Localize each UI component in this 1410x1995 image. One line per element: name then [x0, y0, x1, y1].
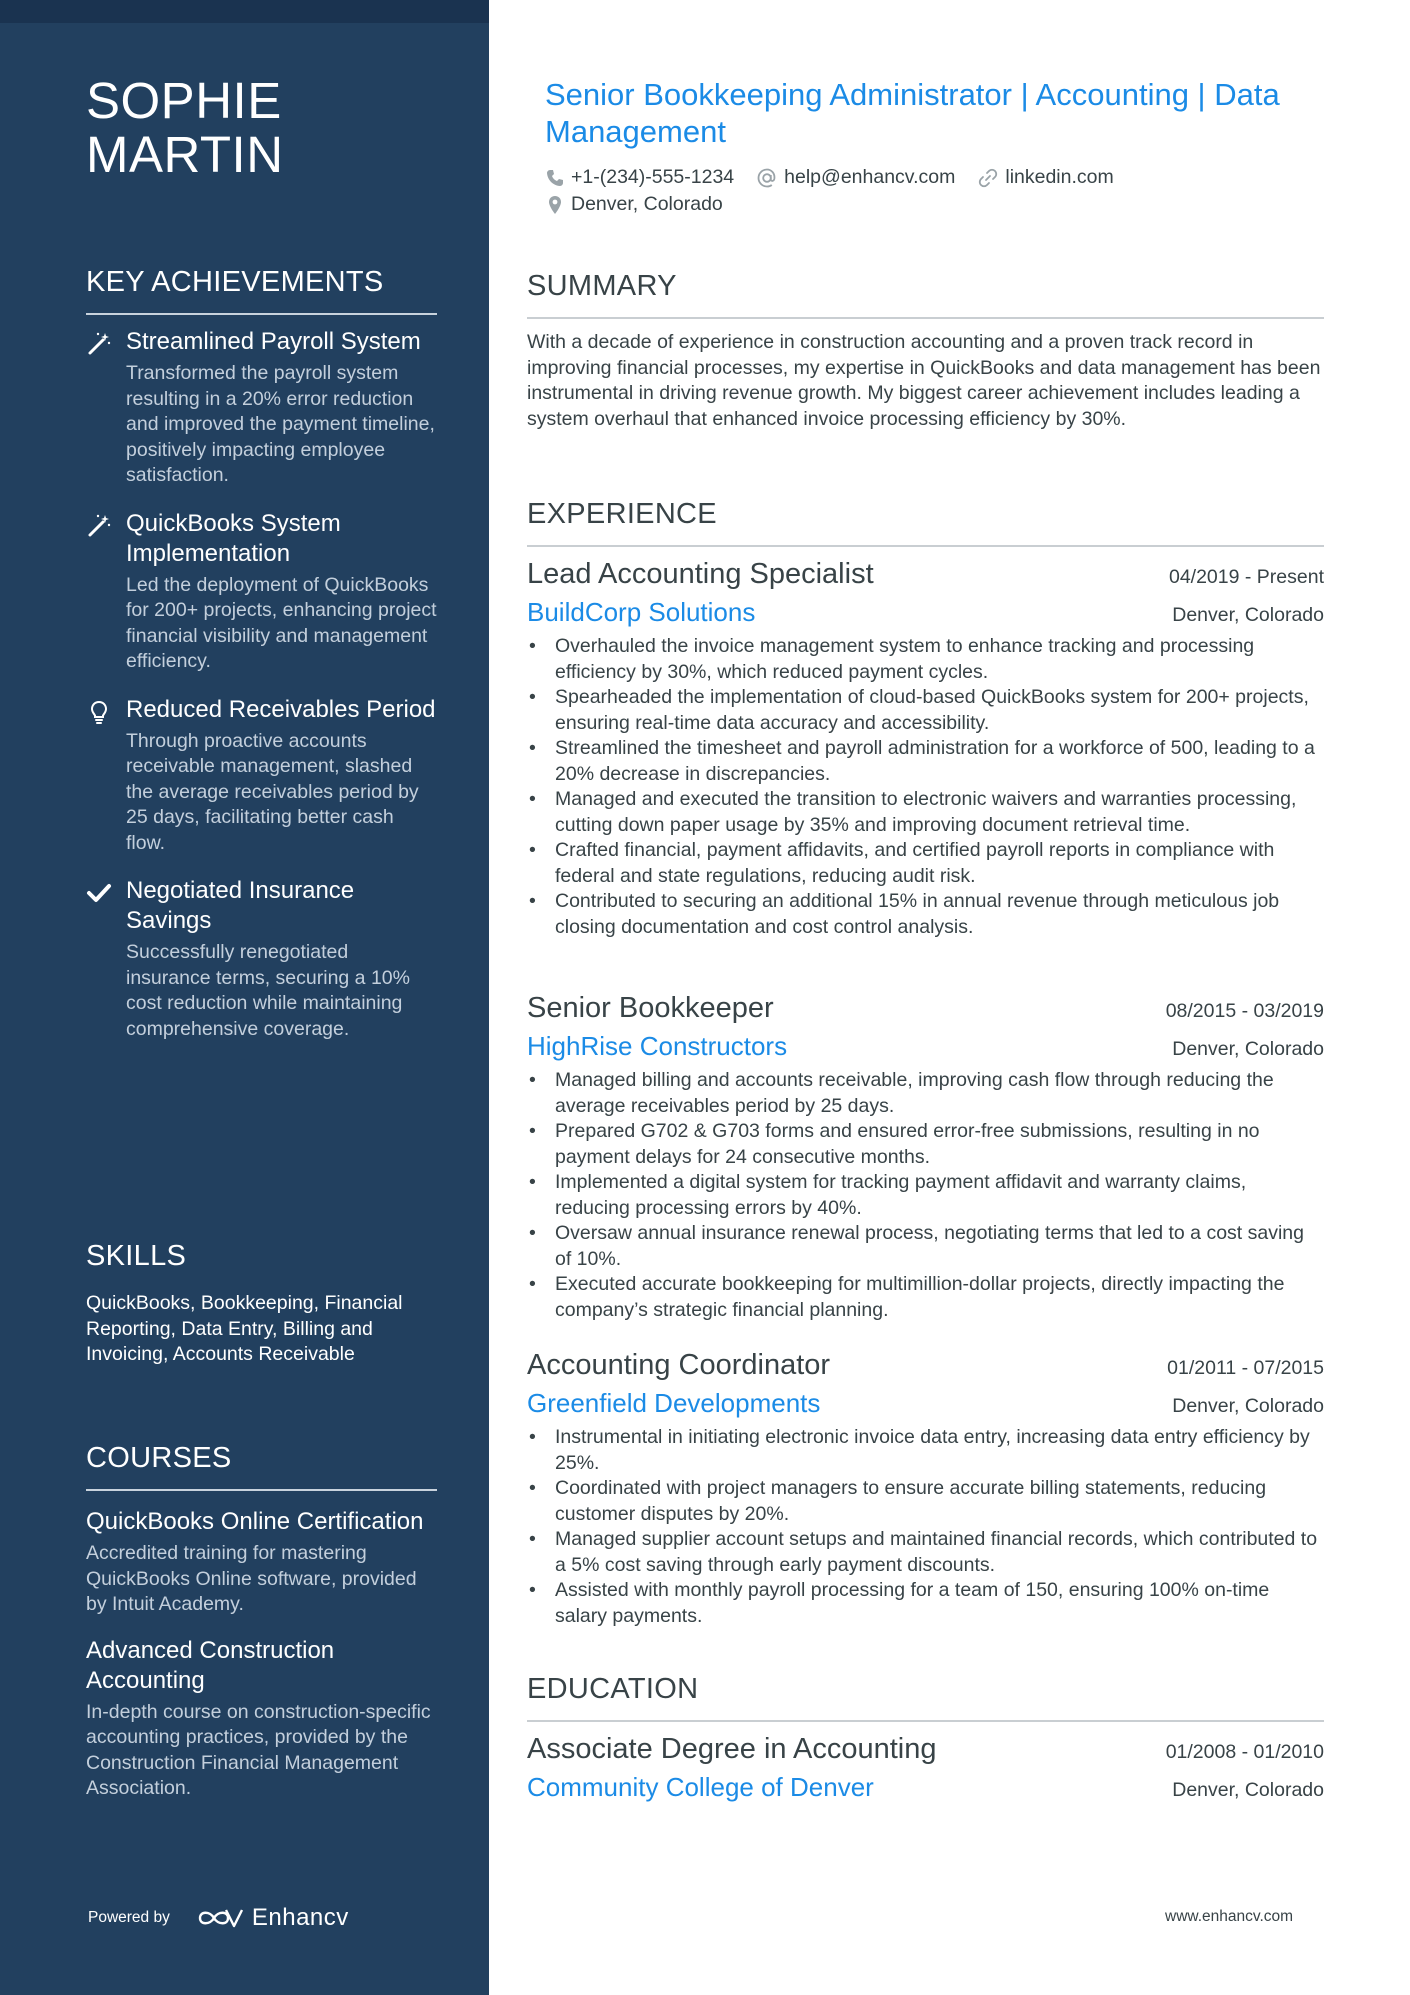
- job-bullet: • Overhauled the invoice management system to enhance tracking and processing efficiency by 30%, which reduced payment cycles.: [527, 634, 1324, 685]
- job-bullet: • Oversaw annual insurance renewal process, negotiating terms that led to a cost saving of 10%.: [527, 1221, 1324, 1272]
- job-bullet: • Assisted with monthly payroll processing for a team of 150, ensuring 100% on-time salary payments.: [527, 1578, 1324, 1629]
- at-sign-icon: [756, 167, 778, 189]
- job-bullets: [527, 1068, 1324, 1323]
- course-title: QuickBooks Online Certification: [86, 1508, 424, 1535]
- location-pin-icon: [545, 195, 565, 215]
- job-bullet: • Executed accurate bookkeeping for multimillion-dollar projects, directly impacting the company’s strategic financial planning.: [527, 1272, 1324, 1323]
- job-title: Lead Accounting Specialist: [527, 558, 874, 590]
- footer-url[interactable]: www.enhancv.com: [1165, 1908, 1294, 1925]
- achievement-desc: Successfully renegotiated insurance terms, securing a 10% cost reduction while maintaining comprehensive coverage.: [126, 941, 410, 1040]
- key-achievements-section: [86, 266, 437, 1042]
- job-bullet: • Crafted financial, payment affidavits, and certified payroll reports in compliance with federal and state regulations, reducing audit risk.: [527, 838, 1324, 889]
- course-item: [86, 1507, 437, 1618]
- achievement-title: Reduced Receivables Period: [126, 695, 436, 723]
- job-bullet: • Managed and executed the transition to electronic waivers and warranties processing, cutting down paper usage by 35% and improving document retrieval time.: [527, 787, 1324, 838]
- phone-icon: [545, 168, 565, 188]
- skills-list: QuickBooks, Bookkeeping, Financial Reporting, Data Entry, Billing and Invoicing, Accounts Receivable: [86, 1292, 403, 1365]
- job-dates: 04/2019 - Present: [1168, 566, 1324, 588]
- education-dates: 01/2008 - 01/2010: [1165, 1741, 1324, 1763]
- job-bullet: • Implemented a digital system for tracking payment affidavit and warranty claims, reducing processing errors by 40%.: [527, 1170, 1324, 1221]
- experience-title: EXPERIENCE: [527, 498, 1324, 547]
- candidate-name: [86, 74, 284, 182]
- powered-by: [88, 1904, 349, 1932]
- course-desc: In-depth course on construction-specific accounting practices, provided by the Construction Financial Management Association.: [86, 1700, 431, 1799]
- achievement-item: [86, 695, 437, 857]
- headline: Senior Bookkeeping Administrator | Accounting | Data Management: [545, 77, 1280, 149]
- linkedin-text: linkedin.com: [1005, 166, 1114, 188]
- summary-text: With a decade of experience in construction accounting and a proven track record in improving financial processes, my expertise in QuickBooks and data management has been instrumental in driving revenue growth. My biggest career achievement includes leading a system overhaul that enhanced invoice processing efficiency by 30%.: [527, 331, 1321, 430]
- skills-section: [86, 1240, 437, 1368]
- education-title: EDUCATION: [527, 1673, 1324, 1722]
- achievement-desc: Led the deployment of QuickBooks for 200+ projects, enhancing project financial visibility and management efficiency.: [126, 573, 437, 672]
- checkmark-icon: [86, 880, 112, 906]
- contact-email[interactable]: [756, 166, 955, 189]
- job-location: Denver, Colorado: [1172, 1395, 1324, 1417]
- job-entry: [527, 990, 1324, 1323]
- education-entry: [527, 1731, 1324, 1803]
- contact-info: [545, 164, 1325, 218]
- education-location: Denver, Colorado: [1172, 1779, 1324, 1801]
- job-entry: [527, 556, 1324, 940]
- job-bullet: • Managed supplier account setups and maintained financial records, which contributed to a 5% cost saving through early payment discounts.: [527, 1527, 1324, 1578]
- phone-text: +1-(234)-555-1234: [571, 166, 735, 188]
- enhancv-logo[interactable]: [196, 1904, 349, 1932]
- first-name: SOPHIE: [86, 72, 282, 129]
- achievement-title: Negotiated Insurance Savings: [126, 877, 355, 934]
- job-title: Accounting Coordinator: [527, 1349, 831, 1381]
- achievement-item: [86, 327, 437, 489]
- enhancv-logo-icon: [196, 1905, 244, 1931]
- achievement-item: [86, 509, 437, 675]
- job-bullets: [527, 1425, 1324, 1629]
- achievement-item: [86, 876, 437, 1042]
- email-text: help@enhancv.com: [784, 166, 956, 188]
- job-dates: 01/2011 - 07/2015: [1167, 1357, 1324, 1379]
- last-name: MARTIN: [86, 126, 284, 183]
- job-bullet: • Managed billing and accounts receivable, improving cash flow through reducing the average receivables period by 25 days.: [527, 1068, 1324, 1119]
- courses-title: COURSES: [86, 1442, 437, 1491]
- location-text: Denver, Colorado: [571, 193, 723, 215]
- course-desc: Accredited training for mastering QuickBooks Online software, provided by Intuit Academy.: [86, 1542, 417, 1615]
- contact-phone[interactable]: [545, 166, 734, 189]
- key-achievements-title: KEY ACHIEVEMENTS: [86, 266, 437, 315]
- achievement-desc: Transformed the payroll system resulting in a 20% error reduction and improved the payment timeline, positively impacting employee satisfaction.: [126, 362, 435, 486]
- contact-location: [545, 193, 723, 216]
- job-company: HighRise Constructors: [527, 1031, 788, 1061]
- courses-section: [86, 1442, 437, 1802]
- job-bullet: • Contributed to securing an additional 15% in annual revenue through meticulous job closing documentation and cost control analysis.: [527, 889, 1324, 940]
- magic-wand-icon: [86, 331, 112, 357]
- job-bullet: • Streamlined the timesheet and payroll administration for a workforce of 500, leading to a 20% decrease in discrepancies.: [527, 736, 1324, 787]
- school-name: Community College of Denver: [527, 1772, 874, 1802]
- job-company: BuildCorp Solutions: [527, 597, 756, 627]
- job-location: Denver, Colorado: [1172, 1038, 1324, 1060]
- course-title: Advanced Construction Accounting: [86, 1636, 335, 1694]
- job-company: Greenfield Developments: [527, 1388, 821, 1418]
- job-entry: [527, 1347, 1324, 1629]
- course-item: [86, 1636, 437, 1802]
- job-title: Senior Bookkeeper: [527, 992, 774, 1024]
- magic-wand-icon: [86, 513, 112, 539]
- enhancv-logo-text: Enhancv: [251, 1904, 349, 1931]
- sidebar-top-band: [0, 0, 489, 23]
- achievement-title: Streamlined Payroll System: [126, 328, 421, 355]
- job-bullets: [527, 634, 1324, 940]
- achievement-title: QuickBooks System Implementation: [126, 509, 341, 567]
- lightbulb-icon: [86, 699, 112, 725]
- job-location: Denver, Colorado: [1172, 604, 1324, 626]
- job-dates: 08/2015 - 03/2019: [1165, 1000, 1324, 1022]
- job-bullet: • Prepared G702 & G703 forms and ensured error-free submissions, resulting in no payment delays for 24 consecutive months.: [527, 1119, 1324, 1170]
- job-bullet: • Instrumental in initiating electronic invoice data entry, increasing data entry efficiency by 25%.: [527, 1425, 1324, 1476]
- achievement-desc: Through proactive accounts receivable management, slashed the average receivables period by 25 days, facilitating better cash flow.: [126, 729, 419, 854]
- degree-title: Associate Degree in Accounting: [527, 1733, 937, 1765]
- link-icon: [977, 167, 999, 189]
- job-bullet: • Coordinated with project managers to ensure accurate billing statements, reducing customer disputes by 20%.: [527, 1476, 1324, 1527]
- contact-linkedin[interactable]: [977, 166, 1113, 189]
- powered-by-label: Powered by: [88, 1909, 170, 1926]
- skills-title: SKILLS: [86, 1240, 187, 1272]
- summary-title: SUMMARY: [527, 270, 1324, 319]
- job-bullet: • Spearheaded the implementation of cloud-based QuickBooks system for 200+ projects, ensuring real-time data accuracy and accessibility.: [527, 685, 1324, 736]
